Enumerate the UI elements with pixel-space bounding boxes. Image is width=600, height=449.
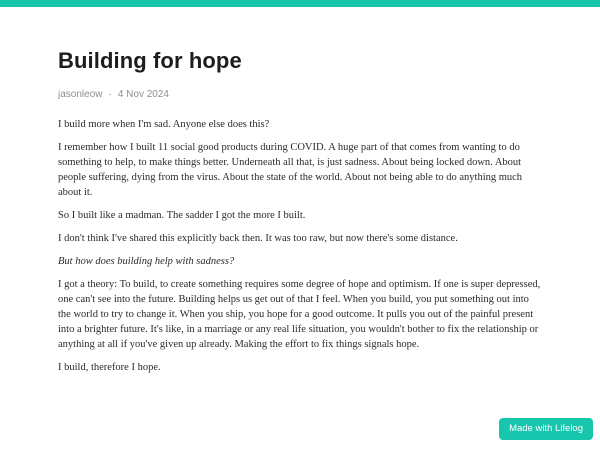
post-paragraph: I don't think I've shared this explicitly back then. It was too raw, but now there's some distance. xyxy=(58,233,458,244)
post-page xyxy=(0,48,600,375)
page-title: Building for hope xyxy=(58,48,242,73)
byline xyxy=(58,89,542,101)
post-paragraph: I remember how I built 11 social good products during COVID. A huge part of that comes from wanting to do something to help, to make things better. Underneath all that, is just sadness. About being locked down. About people suffering, dying from the virus. About the state of the world. About not being able to do anything much about it. xyxy=(58,142,523,198)
post-paragraph-italic: But how does building help with sadness? xyxy=(58,256,235,267)
post-paragraph: I build, therefore I hope. xyxy=(58,362,161,373)
post-paragraph: I build more when I'm sad. Anyone else does this? xyxy=(58,119,270,130)
author-link[interactable]: jasonleow xyxy=(58,89,103,100)
post-date: 4 Nov 2024 xyxy=(117,89,169,100)
byline-separator: · xyxy=(108,89,112,100)
post-paragraph: I got a theory: To build, to create something requires some degree of hope and optimism. If one is super depressed, one can't see into the future. Building helps us get out of that I feel. When you build, you put something out into the world to try to change it. When you ship, you hope for a good outcome. It pulls you out of the painful present into a brighter future. It's like, in a marriage or any real life situation, you wouldn't bother to fix the relationship or anything at all if you've given up already. Making the effort to fix things signals hope. xyxy=(58,279,541,350)
made-with-lifelog-badge[interactable]: Made with Lifelog xyxy=(499,418,593,441)
accent-top-bar xyxy=(0,0,600,7)
post-paragraph: So I built like a madman. The sadder I got the more I built. xyxy=(58,210,306,221)
post-body xyxy=(58,117,542,375)
